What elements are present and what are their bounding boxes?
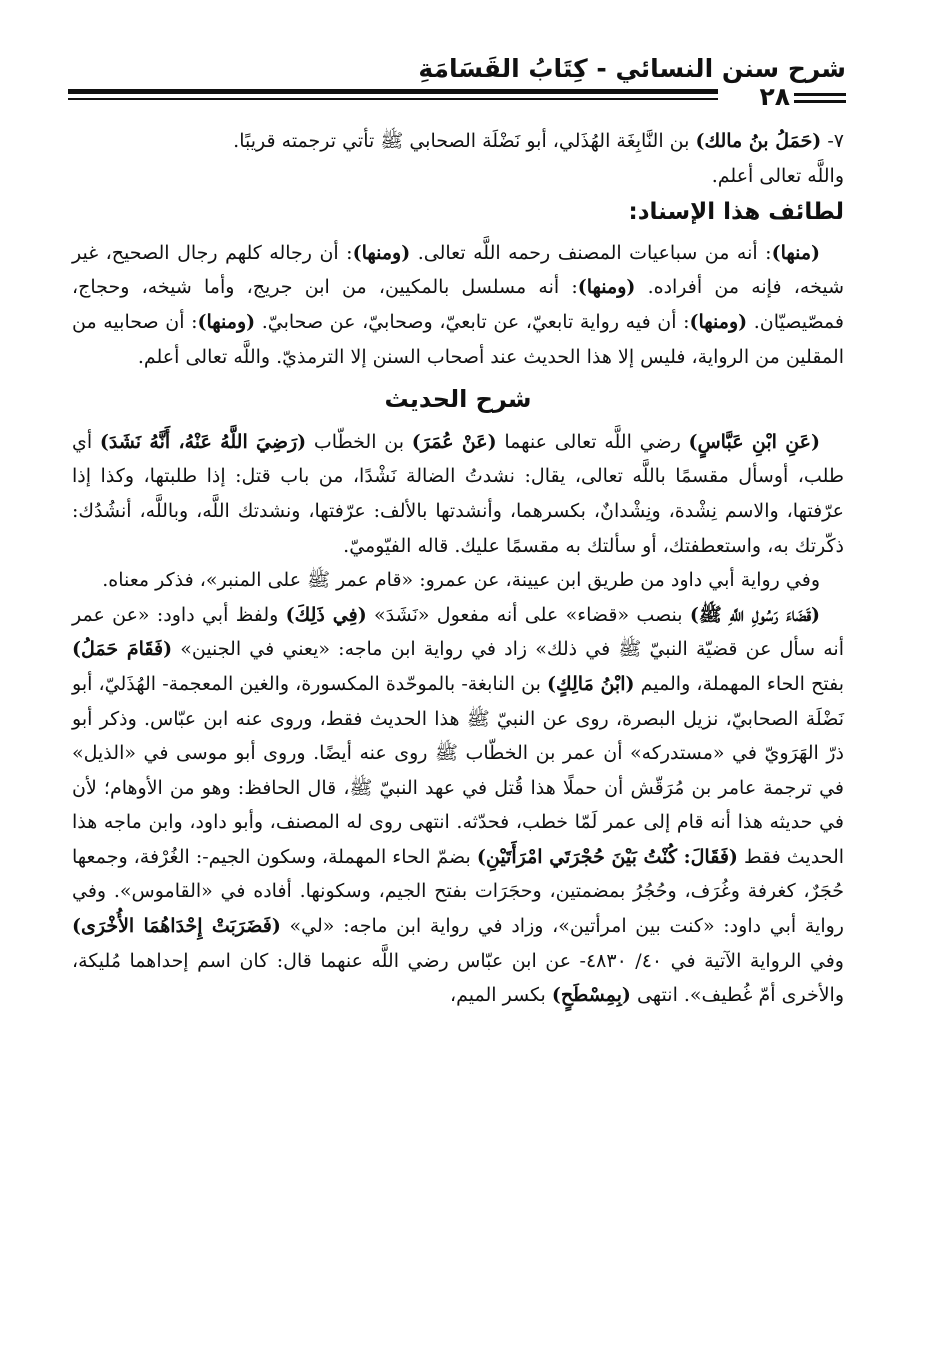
- text-run: بفتح الحاء المهملة، والميم: [634, 672, 844, 695]
- bold-term: (فَضَرَبَتْ إِحْدَاهُمَا الأُخْرَى): [72, 915, 281, 938]
- narrator-closing: واللَّه تعالى أعلم.: [711, 164, 844, 187]
- narrator-text: بن النَّابِغَة الهُذَلي، أبو نَضْلَة الصحابي ﷺ تأتي ترجمته قريبًا.: [233, 130, 696, 152]
- narrator-name: (حَمَلُ بنُ مالك): [695, 130, 822, 152]
- text-run: ولفظ أبي داود: «عن عمر أنه سأل عن قضيّة النبيّ ﷺ في ذلك» زاد في رواية ابن ماجه: «يعني في الجنين»: [72, 603, 844, 661]
- text-run: وفي الرواية الآتية في ٤٠/ ٤٨٣٠- عن ابن عبّاس رضي اللَّه عنهما قال: كان اسم إحداهما مُليكة، والأخرى أمّ غُطيف». انتهى: [72, 949, 844, 1007]
- bold-term: (ابْنُ مَالِكٍ): [547, 672, 635, 695]
- text-run: : أنه مسلسل بالمكيين، من ابن جريج، وأما شيخه، وحجاج، فمصّيصيّان.: [72, 276, 844, 333]
- bold-term: (فِي ذَلِكَ): [285, 603, 367, 626]
- page-number: ٢٨: [759, 82, 790, 111]
- bold-term: (عَنِ ابْنِ عَبَّاسٍ): [688, 430, 820, 453]
- text-run: بكسر الميم،: [450, 984, 552, 1007]
- text-run: بن الخطّاب: [306, 430, 412, 453]
- text-run: بنصب «قضاء» على أنه مفعول «نَشَدَ»: [366, 603, 690, 626]
- bold-term: (بِمِسْطَحٍ): [551, 984, 631, 1007]
- bold-term: (قَضَاءَ رَسُولِ اللَّهِ ﷺ): [689, 603, 821, 626]
- text-run: : أنه من سباعيات المصنف رحمه اللَّه تعالى.: [410, 241, 772, 264]
- sharh-paragraph-2: [72, 563, 844, 598]
- text-run: بن النابغة- بالموحّدة المكسورة، والغين المعجمة- الهُذَليّ، أبو نَضْلَة الصحابيّ، نزيل البصرة، روى عن النبيّ ﷺ هذا الحديث فقط، وروى عنه ابن عبّاس. وذكر أبو ذرّ الهَرَويّ في «مستدركه» أن عمر بن الخطّاب ﷺ روى عنه أيضًا. وروى أبو موسى في «الذيل» في ترجمة عامر بن مُرَقّش أن حملًا هذا قُتل في عهد النبيّ ﷺ، قال الحافظ: وهو من الأوهام؛ لأن في حديثه هذا أنه قام إلى عمر لَمّا خطب، فحدّثه. انتهى روى له المصنف، وأبو داود، وابن ماجه هذا الحديث فقط: [72, 672, 845, 868]
- bold-term: (ومنها): [352, 241, 411, 264]
- narrator-entry: [72, 124, 844, 159]
- page-header: [68, 48, 846, 111]
- header-rule-thin: [68, 98, 718, 100]
- page-number-rule-bottom: [794, 100, 846, 103]
- text-run: : أن رجاله كلهم رجال الصحيح، غير شيخه، فإنه من أفراده.: [72, 241, 844, 299]
- bold-term: (ومنها): [577, 276, 636, 299]
- text-run: : أن صحابيه من المقلين من الرواية، فليس إلا هذا الحديث عند أصحاب السنن إلا الترمذيّ. واللَّه تعالى أعلم.: [72, 310, 844, 368]
- bold-term: (فَقَامَ حَمَلُ): [72, 638, 173, 661]
- narrator-number: ٧-: [821, 130, 844, 152]
- bold-term: (فَقَالَ: كُنْتُ بَيْنَ حُجْرَتَي امْرَأَتَيْنِ): [476, 845, 738, 868]
- text-run: بضمّ الحاء المهملة، وسكون الجيم-: الغُرْفة، وجمعها حُجَرٌ، كغرفة وغُرَف، وحُجُرُ بمضمتين، وحجَرَات بفتح الجيم، وسكونها. أفاده في «القاموس». وفي رواية أبي داود: «كنت بين امرأتين»، وزاد في رواية ابن ماجه: «لي»: [72, 845, 844, 938]
- page-body: [72, 124, 844, 1013]
- lataif-heading: لطائف هذا الإسناد:: [628, 199, 844, 226]
- bold-term: (ومنها): [689, 310, 748, 333]
- bold-term: (عَنْ عُمَرَ): [411, 430, 497, 453]
- page-number-rule-top: [794, 93, 846, 96]
- sharh-paragraph-3: [72, 598, 844, 1013]
- text-run: رضي اللَّه تعالى عنهما: [496, 430, 689, 453]
- running-title: شرح سنن النسائي - كِتَابُ القَسَامَةِ: [418, 54, 846, 83]
- header-rule-thick: [68, 89, 718, 94]
- bold-term: (ومنها): [197, 310, 256, 333]
- bold-term: (رَضِيَ اللَّهُ عَنْهُ، أَنَّهُ نَشَدَ): [99, 430, 307, 453]
- text-run: أي طلب، أوسأل مقسمًا باللَّه تعالى، يقال: نشدتُ الضالة نَشْدًا، من باب قتل: إذا طلبتها، وكذا إذا عرّفتها، والاسم نِشْدة، ونِشْدانٌ، بكسرهما، وأنشدتها بالألف: عرّفتها، ونشدتك اللَّه، وباللَّه، أنشُدُك: ذكّرتك به، واستعطفتك، أو سألتك به مقسمًا عليك. قاله الفيّوميّ.: [72, 430, 844, 557]
- text-run: وفي رواية أبي داود من طريق ابن عيينة، عن عمرو: «قام عمر ﷺ على المنبر»، فذكر معناه.: [102, 569, 820, 592]
- text-run: : أن فيه رواية تابعيّ، عن تابعيّ، وصحابيّ، عن صحابيّ.: [255, 310, 690, 333]
- bold-term: (منها): [771, 241, 821, 264]
- lataif-paragraph: [72, 236, 844, 374]
- sharh-heading: شرح الحديث: [384, 385, 532, 414]
- sharh-paragraph-1: [72, 425, 844, 563]
